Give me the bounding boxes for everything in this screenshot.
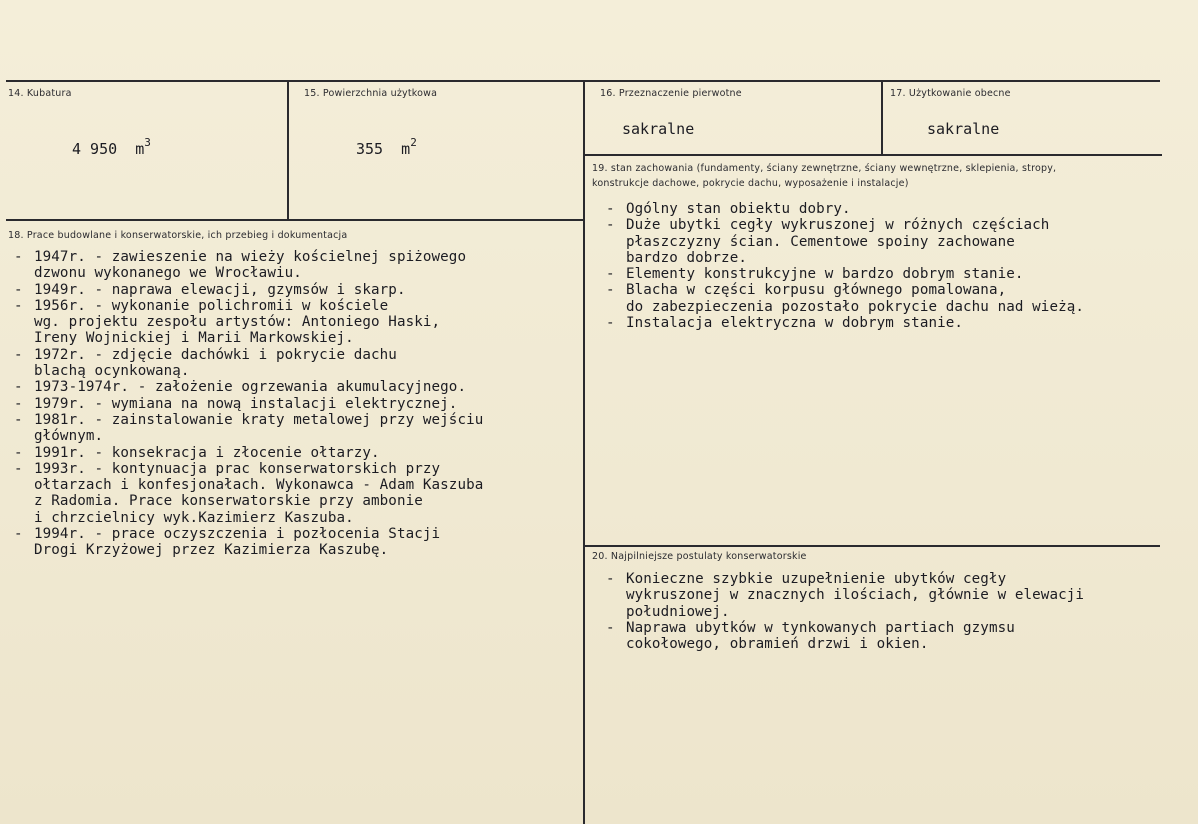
list-item: - 1981r. - zainstalowanie kraty metalowej przy wejściu głównym. [10, 412, 580, 445]
list-item: - Duże ubytki cegły wykruszonej w różnych częściach płaszczyzny ścian. Cementowe spoiny zachowane bardzo dobrze. [602, 217, 1158, 266]
field-17-value: sakralne [927, 120, 1000, 138]
cubature-number: 4 950 [72, 140, 118, 158]
area-unit-exponent: 2 [410, 136, 417, 149]
field-15-value [356, 138, 417, 158]
field-20-label: 20. Najpilniejsze postulaty konserwatorskie [592, 551, 807, 562]
list-item: - Blacha w części korpusu głównego pomalowana, do zabezpieczenia pozostało pokrycie dachu nad wieżą. [602, 282, 1158, 315]
field-15-label: 15. Powierzchnia użytkowa [304, 88, 438, 99]
list-item: - 1991r. - konsekracja i złocenie ołtarzy. [10, 445, 580, 461]
list-item: - Instalacja elektryczna w dobrym stanie. [602, 315, 1158, 331]
cubature-unit-exponent: 3 [144, 136, 151, 149]
divider-16-17 [881, 80, 883, 154]
cubature-unit: m [135, 140, 145, 158]
center-divider [583, 80, 585, 824]
condition-list [602, 201, 1158, 331]
field-14-label: 14. Kubatura [8, 88, 72, 99]
field-19-label: 19. stan zachowania (fundamenty, ściany zewnętrzne, ściany wewnętrzne, sklepienia, stropy, konstrukcje dachowe, pokrycie dachu, wyposażenie i instalacje) [592, 163, 1057, 189]
rule-under-14-15 [6, 219, 583, 221]
rule-under-16-17 [585, 154, 1162, 156]
conservation-postulates-list [602, 571, 1158, 652]
field-17-label: 17. Użytkowanie obecne [890, 88, 1011, 99]
list-item: - 1947r. - zawieszenie na wieży kościelnej spiżowego dzwonu wykonanego we Wrocławiu. [10, 249, 580, 282]
list-item: - 1994r. - prace oczyszczenia i pozłocenia Stacji Drogi Krzyżowej przez Kazimierza Kaszubę. [10, 526, 580, 559]
field-16-label: 16. Przeznaczenie pierwotne [600, 88, 742, 99]
list-item: - Konieczne szybkie uzupełnienie ubytków cegły wykruszonej w znacznych ilościach, głównie w elewacji południowej. [602, 571, 1158, 620]
list-item: - 1972r. - zdjęcie dachówki i pokrycie dachu blachą ocynkowaną. [10, 347, 580, 380]
list-item: - 1956r. - wykonanie polichromii w kościele wg. projektu zespołu artystów: Antoniego Haski, Ireny Wojnickiej i Marii Markowskiej. [10, 298, 580, 347]
list-item: - Naprawa ubytków w tynkowanych partiach gzymsu cokołowego, obramień drzwi i okien. [602, 620, 1158, 653]
area-unit: m [401, 140, 411, 158]
list-item: - Elementy konstrukcyjne w bardzo dobrym stanie. [602, 266, 1158, 282]
list-item: - 1973-1974r. - założenie ogrzewania akumulacyjnego. [10, 379, 580, 395]
area-number: 355 [356, 140, 384, 158]
list-item: - 1949r. - naprawa elewacji, gzymsów i skarp. [10, 282, 580, 298]
list-item: - 1993r. - kontynuacja prac konserwatorskich przy ołtarzach i konfesjonałach. Wykonawca - Adam Kaszuba z Radomia. Prace konserwatorskie przy ambonie i chrzcielnicy wyk.Kazimierz Kaszuba. [10, 461, 580, 526]
rule-above-20 [585, 545, 1160, 547]
divider-14-15 [287, 80, 289, 220]
works-history-list [10, 249, 580, 559]
list-item: - 1979r. - wymiana na nową instalacji elektrycznej. [10, 396, 580, 412]
field-18-label: 18. Prace budowlane i konserwatorskie, ich przebieg i dokumentacja [8, 230, 348, 241]
list-item: - Ogólny stan obiektu dobry. [602, 201, 1158, 217]
field-14-value [72, 138, 151, 158]
field-16-value: sakralne [622, 120, 695, 138]
